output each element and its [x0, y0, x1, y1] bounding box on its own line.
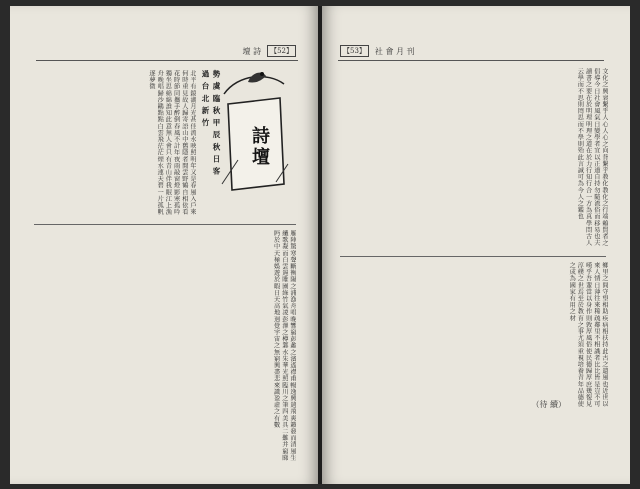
header-rule [36, 60, 298, 61]
right-page-header [340, 44, 415, 58]
page-number: 【52】 [267, 45, 296, 57]
header-title: 壇 詩 [242, 46, 262, 56]
body-text-upper: 北平有鏡湖月光甚佳流水映照明年又是春風入戶來何時重見故人歸寄語山中舊隱者閒雲野鶴自相依看花時節同攜手醉倒春風不計年夜雨敲窗燈影寒孤吟獨坐思綿綿誰知此意無人會只有青山伴我眠江上漁舟晚唱歸沙鷗點點白雲飛茫茫煙水連天碧一片孤帆逐夢微 [147, 70, 196, 216]
continued-mark: （待 續） [531, 400, 566, 409]
left-page-header [243, 44, 296, 58]
left-page [10, 6, 318, 484]
header-rule [338, 60, 604, 61]
section-label: 勢 虞 臨 秋 甲 辰 秋 日 客 過 台 北 新 竹 [201, 70, 221, 176]
magazine-spread [10, 6, 630, 484]
section-divider [340, 256, 606, 257]
column-heading: 詩壇 [249, 126, 270, 168]
body-text-upper: 文化之興衰繫乎人心人心之向背繫乎教化教化之行端賴賢者之倡導今日社會風氣日變學者宜以正道自持勿隨流俗而移易也夫讀書之要在於明理明理之道在於力行知行合一方為真學問古人云學而不思則罔思而不學則殆此言誠可為今人之鑑也 [576, 68, 608, 247]
section-divider [34, 224, 296, 225]
right-page [322, 6, 630, 484]
body-text-lower: 鄉里之間守望相助疾病相扶持此古之遺風也近世以來人情日薄往來稀疏鄰里不相識者比比皆是豈不可嘆乎吾輩當以身作則敦厚風俗使民德歸厚庶幾復見淳樸之世焉至於教育之事尤須重視培養青年品德使之成為國家有用之材 [568, 262, 608, 408]
header-title: 社 會 月 刊 [374, 46, 415, 56]
page-number: 【53】 [340, 45, 369, 57]
body-text-lower: 雁陣驚寒聲斷衡陽之浦漁舟唱晚響窮彭蠡之濱遙襟甫暢逸興遄飛爽籟發而清風生纖歌凝而白雲遏睢園綠竹氣凌彭澤之樽鄴水朱華光照臨川之筆四美具二難并窮睇眄於中天極娛遊於暇日天高地迥覺宇宙之無窮興盡悲來識盈虛之有數 [272, 230, 296, 461]
